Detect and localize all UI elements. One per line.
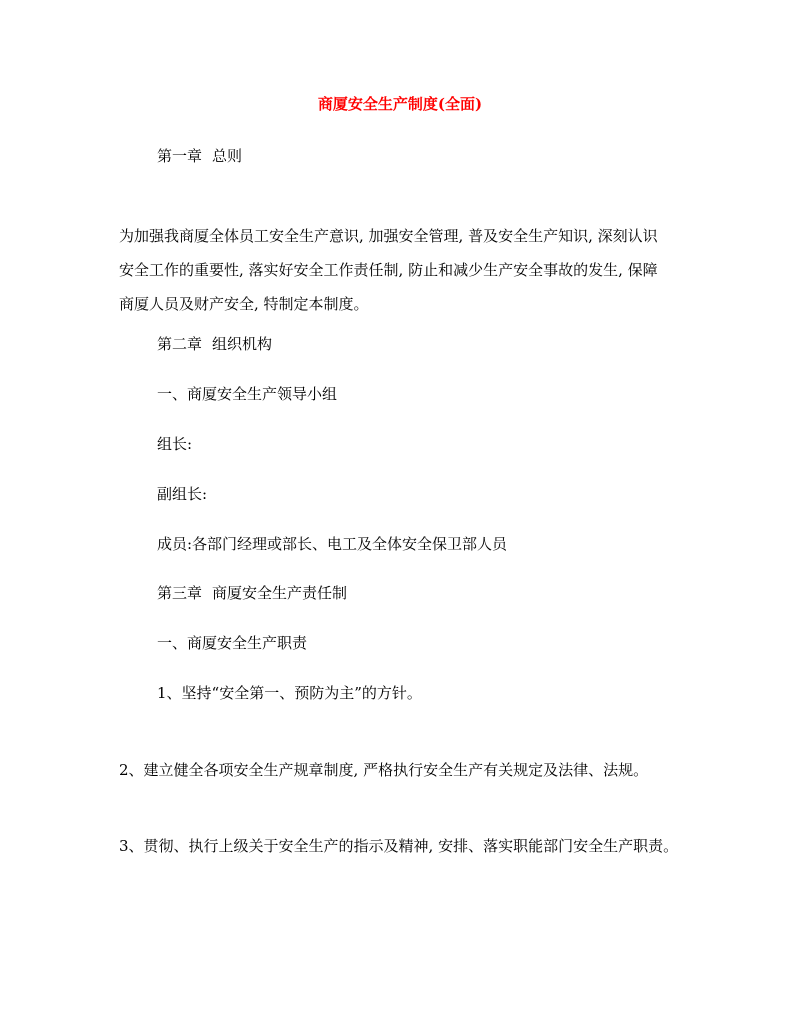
leader-line: [157, 434, 192, 454]
deputy-leader-label: 副组长:: [157, 485, 208, 503]
item-1: [157, 683, 422, 703]
chapter-1-heading: [157, 146, 242, 166]
item-text: 1、坚持“安全第一、预防为主”的方针。: [157, 684, 422, 702]
members-text: 成员:各部门经理或部长、电工及全体安全保卫部人员: [157, 535, 508, 553]
item-2: [119, 760, 648, 780]
chapter-1-number: 第一章: [157, 147, 203, 165]
paragraph-line: 为加强我商厦全体员工安全生产意识, 加强安全管理, 普及安全生产知识, 深刻认识: [119, 227, 658, 245]
section-2-1: [157, 384, 337, 404]
item-text: 2、建立健全各项安全生产规章制度, 严格执行安全生产有关规定及法律、法规。: [119, 761, 649, 779]
deputy-leader-line: [157, 484, 207, 504]
chapter-3-heading: [157, 583, 347, 603]
chapter-2-name: 组织机构: [212, 335, 273, 353]
chapter-3-name: 商厦安全生产责任制: [212, 584, 348, 602]
chapter-1-name: 总则: [212, 147, 243, 165]
paragraph-line: 商厦人员及财产安全, 特制定本制度。: [119, 295, 369, 313]
section-text: 一、商厦安全生产领导小组: [157, 385, 338, 403]
item-3: [119, 836, 678, 856]
chapter-2-heading: [157, 334, 272, 354]
item-text: 3、贯彻、执行上级关于安全生产的指示及精神, 安排、落实职能部门安全生产职责。: [119, 837, 679, 855]
section-text: 一、商厦安全生产职责: [157, 634, 308, 652]
chapter-3-number: 第三章: [157, 584, 203, 602]
section-3-1: [157, 633, 307, 653]
document-title: 商厦安全生产制度(全面): [317, 95, 483, 113]
leader-label: 组长:: [157, 435, 193, 453]
chapter-1-paragraph: [119, 219, 689, 321]
chapter-2-number: 第二章: [157, 335, 203, 353]
members-line: [157, 534, 507, 554]
paragraph-line: 安全工作的重要性, 落实好安全工作责任制, 防止和减少生产安全事故的发生, 保障: [119, 261, 658, 279]
